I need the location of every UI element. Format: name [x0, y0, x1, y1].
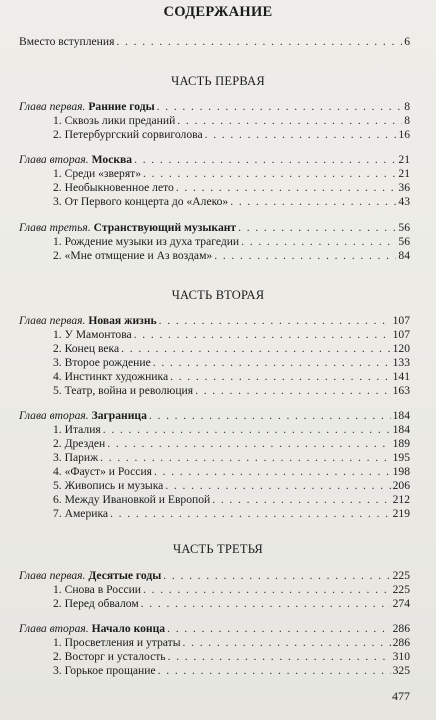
entry-label: 1. Среди «зверят»	[53, 167, 142, 180]
leader-dots	[149, 409, 391, 423]
section-entry[interactable]	[53, 235, 410, 249]
entry-label: 4. «Фауст» и Россия	[53, 465, 152, 478]
leader-dots	[168, 650, 391, 664]
section-entry[interactable]	[53, 181, 410, 195]
chapter-name: Заграница	[91, 409, 147, 422]
entry-label: 7. Америка	[53, 507, 109, 520]
entry-label: 2. Перед обвалом	[53, 597, 139, 610]
entry-page: 274	[392, 597, 410, 610]
entry-label: 2. Необыкновенное лето	[53, 181, 174, 194]
entry-page: 56	[398, 235, 410, 248]
entry-page: 84	[398, 249, 410, 262]
leader-dots	[107, 437, 390, 451]
section-entry[interactable]	[53, 636, 410, 650]
leader-dots	[167, 622, 391, 636]
section-entry[interactable]	[53, 437, 410, 451]
entry-label: 1. Снова в России	[53, 583, 142, 596]
entry-page: 43	[398, 195, 410, 208]
section-entry[interactable]	[53, 114, 410, 128]
entry-page: 21	[398, 167, 410, 180]
section-entry[interactable]	[53, 328, 410, 342]
chapter-name: Новая жизнь	[88, 314, 157, 327]
entry-page: 184	[392, 409, 410, 422]
entry-page: 195	[392, 451, 410, 464]
chapter-prefix: Глава первая.	[19, 569, 86, 582]
section-entry[interactable]	[53, 423, 410, 437]
section-entry[interactable]	[53, 249, 410, 263]
entry-page: 107	[392, 328, 410, 341]
entry-label: 2. Дрезден	[53, 437, 106, 450]
entry-page: 56	[398, 221, 410, 234]
toc-entry-intro[interactable]	[19, 35, 410, 49]
leader-dots	[214, 249, 396, 263]
chapter-name: Десятые годы	[88, 569, 162, 582]
chapter-name: Москва	[91, 153, 133, 166]
chapter-entry[interactable]	[19, 153, 410, 167]
leader-dots	[141, 597, 391, 611]
section-entry[interactable]	[53, 465, 410, 479]
leader-dots	[143, 167, 396, 181]
entry-page: 286	[392, 622, 410, 635]
leader-dots	[170, 370, 391, 384]
leader-dots	[176, 181, 397, 195]
leader-dots	[212, 493, 390, 507]
section-entry[interactable]	[53, 356, 410, 370]
section-entry[interactable]	[53, 451, 410, 465]
entry-label: 1. У Мамонтова	[53, 328, 132, 341]
entry-label: 3. От Первого концерта до «Алеко»	[53, 195, 229, 208]
entry-label: 1. Италия	[53, 423, 101, 436]
leader-dots	[153, 356, 391, 370]
entry-label: 3. Второе рождение	[53, 356, 151, 369]
leader-dots	[183, 636, 391, 650]
entry-page: 120	[392, 342, 410, 355]
entry-page: 184	[392, 423, 410, 436]
leader-dots	[165, 479, 390, 493]
chapter-entry[interactable]	[19, 314, 410, 328]
entry-label: 6. Между Ивановкой и Европой	[53, 493, 211, 506]
chapter-entry[interactable]	[19, 622, 410, 636]
section-entry[interactable]	[53, 167, 410, 181]
entry-page: 107	[392, 314, 410, 327]
entry-label: 4. Инстинкт художника	[53, 370, 169, 383]
entry-page: 225	[392, 583, 410, 596]
entry-page: 36	[398, 181, 410, 194]
part-title: ЧАСТЬ ПЕРВАЯ	[171, 74, 265, 88]
leader-dots	[143, 583, 391, 597]
section-entry[interactable]	[53, 479, 410, 493]
entry-label: 5. Театр, война и революция	[53, 384, 194, 397]
leader-dots	[159, 314, 391, 328]
entry-page: 141	[392, 370, 410, 383]
leader-dots	[241, 235, 396, 249]
entry-page: 198	[392, 465, 410, 478]
leader-dots	[100, 451, 390, 465]
chapter-entry[interactable]	[19, 100, 410, 114]
leader-dots	[116, 35, 402, 49]
entry-page: 163	[392, 384, 410, 397]
entry-page: 219	[392, 507, 410, 520]
leader-dots	[230, 195, 396, 209]
section-entry[interactable]	[53, 384, 410, 398]
entry-label: 2. Петербургский сорвиголова	[53, 128, 203, 141]
chapter-name: Странствующий музыкант	[93, 221, 237, 234]
entry-label: 2. «Мне отмщение и Аз воздам»	[53, 249, 213, 262]
entry-label: 1. Просветления и утраты	[53, 636, 181, 649]
section-entry[interactable]	[53, 650, 410, 664]
chapter-prefix: Глава первая.	[19, 100, 86, 113]
leader-dots	[121, 342, 390, 356]
page-title: СОДЕРЖАНИЕ	[163, 4, 273, 20]
section-entry[interactable]	[53, 507, 410, 521]
page-number: 477	[392, 689, 410, 703]
leader-dots	[238, 221, 396, 235]
chapter-prefix: Глава вторая.	[19, 153, 89, 166]
entry-page: 8	[404, 114, 410, 127]
section-entry[interactable]	[53, 128, 410, 142]
entry-label: 1. Сквозь лики преданий	[53, 114, 176, 127]
entry-page: 8	[404, 100, 410, 113]
entry-page: 286	[392, 636, 410, 649]
entry-label: 3. Париж	[53, 451, 99, 464]
section-entry[interactable]	[53, 370, 410, 384]
entry-page: 225	[392, 569, 410, 582]
entry-page: 325	[392, 664, 410, 677]
entry-label: 5. Живопись и музыка	[53, 479, 164, 492]
leader-dots	[134, 328, 391, 342]
entry-label: 2. Конец века	[53, 342, 120, 355]
entry-page: 6	[404, 35, 410, 48]
leader-dots	[205, 128, 397, 142]
entry-label: 2. Восторг и усталость	[53, 650, 166, 663]
entry-page: 21	[398, 153, 410, 166]
section-entry[interactable]	[53, 493, 410, 507]
leader-dots	[110, 507, 391, 521]
chapter-name: Начало конца	[91, 622, 166, 635]
chapter-prefix: Глава вторая.	[19, 622, 89, 635]
leader-dots	[157, 100, 403, 114]
part-title: ЧАСТЬ ТРЕТЬЯ	[173, 542, 263, 556]
section-entry[interactable]	[53, 342, 410, 356]
section-entry[interactable]	[53, 664, 410, 678]
chapter-entry[interactable]	[19, 409, 410, 423]
leader-dots	[177, 114, 402, 128]
chapter-name: Ранние годы	[88, 100, 155, 113]
section-entry[interactable]	[53, 195, 410, 209]
leader-dots	[134, 153, 396, 167]
section-entry[interactable]	[53, 597, 410, 611]
entry-page: 189	[392, 437, 410, 450]
entry-page: 16	[398, 128, 410, 141]
entry-label: Вместо вступления	[19, 35, 115, 48]
chapter-prefix: Глава вторая.	[19, 409, 89, 422]
chapter-entry[interactable]	[19, 221, 410, 235]
entry-label: 3. Горькое прощание	[53, 664, 156, 677]
leader-dots	[163, 569, 390, 583]
leader-dots	[195, 384, 391, 398]
entry-page: 133	[392, 356, 410, 369]
leader-dots	[158, 664, 391, 678]
entry-page: 310	[392, 650, 410, 663]
entry-page: 206	[392, 479, 410, 492]
section-entry[interactable]	[53, 583, 410, 597]
part-title: ЧАСТЬ ВТОРАЯ	[171, 288, 265, 302]
chapter-entry[interactable]	[19, 569, 410, 583]
leader-dots	[103, 423, 391, 437]
chapter-prefix: Глава первая.	[19, 314, 86, 327]
leader-dots	[154, 465, 391, 479]
chapter-prefix: Глава третья.	[19, 221, 91, 234]
entry-label: 1. Рождение музыки из духа трагедии	[53, 235, 240, 248]
entry-page: 212	[392, 493, 410, 506]
